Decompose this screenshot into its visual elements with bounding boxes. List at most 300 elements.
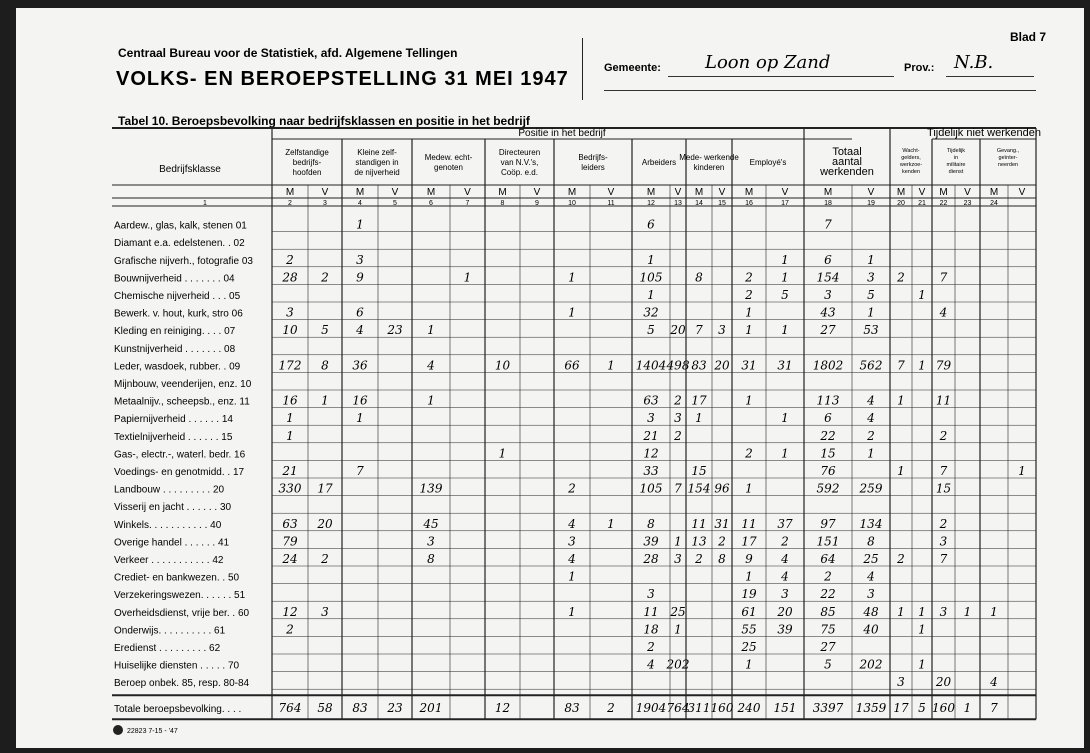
cell-value: 2 bbox=[286, 622, 294, 637]
cell-value: 21 bbox=[643, 428, 659, 443]
mv-label: M bbox=[939, 187, 948, 198]
totals-value: 201 bbox=[419, 701, 443, 716]
totals-value: 1904 bbox=[635, 701, 667, 716]
bedrijfsklasse-header: Bedrijfsklasse bbox=[159, 164, 221, 175]
cell-value: 4 bbox=[867, 393, 875, 408]
mv-label: V bbox=[391, 187, 399, 198]
column-group-header: werkenden bbox=[820, 166, 874, 178]
column-group-header: de nijverheid bbox=[354, 168, 400, 177]
cell-value: 1 bbox=[990, 604, 998, 619]
cell-value: 5 bbox=[867, 288, 875, 302]
column-number: 13 bbox=[674, 200, 682, 207]
cell-value: 5 bbox=[321, 323, 329, 338]
cell-value: 20 bbox=[670, 323, 686, 338]
column-number: 1 bbox=[203, 200, 207, 207]
totals-label: Totale beroepsbevolking. . . . bbox=[114, 704, 242, 716]
cell-value: 22 bbox=[820, 587, 836, 602]
cell-value: 33 bbox=[643, 464, 659, 478]
cell-value: 2 bbox=[897, 552, 905, 566]
cell-value: 4 bbox=[568, 516, 576, 531]
column-group-header: Zelfstandige bbox=[285, 148, 329, 157]
column-group-header: van N.V.'s, bbox=[500, 158, 539, 167]
cell-value: 7 bbox=[939, 552, 948, 566]
cell-value: 19 bbox=[741, 587, 757, 602]
cell-value: 83 bbox=[691, 358, 707, 373]
mv-label: M bbox=[567, 187, 577, 198]
tijdelijk-sub-header: Gevang., bbox=[996, 148, 1020, 154]
mv-label: V bbox=[607, 187, 615, 198]
row-label: Voedings- en genotmidd. . 17 bbox=[114, 467, 245, 478]
column-group-header: standigen in bbox=[355, 158, 399, 167]
cell-value: 592 bbox=[816, 481, 840, 496]
cell-value: 66 bbox=[564, 358, 580, 373]
cell-value: 8 bbox=[867, 534, 875, 549]
cell-value: 55 bbox=[741, 622, 757, 637]
cell-value: 154 bbox=[816, 270, 840, 285]
cell-value: 63 bbox=[643, 393, 659, 408]
cell-value: 9 bbox=[745, 552, 753, 566]
tijdelijk-sub-header: dienst bbox=[948, 169, 964, 175]
cell-value: 63 bbox=[282, 516, 298, 531]
column-group-header: Directeuren bbox=[498, 148, 541, 157]
tijdelijk-sub-header: Wacht- bbox=[902, 148, 920, 154]
column-number: 10 bbox=[568, 200, 576, 207]
cell-value: 1 bbox=[745, 481, 753, 496]
cell-value: 3 bbox=[939, 604, 948, 619]
row-label: Crediet- en bankwezen. . 50 bbox=[114, 572, 240, 584]
column-group-header: Coöp. e.d. bbox=[501, 168, 538, 177]
cell-value: 24 bbox=[282, 552, 298, 566]
cell-value: 1 bbox=[918, 622, 926, 637]
column-number: 11 bbox=[607, 200, 615, 207]
totals-value: 83 bbox=[564, 701, 580, 716]
mv-label: M bbox=[285, 187, 295, 198]
mv-label: M bbox=[646, 187, 656, 198]
cell-value: 27 bbox=[820, 640, 836, 654]
cell-value: 3 bbox=[939, 534, 948, 549]
row-label: Chemische nijverheid . . . 05 bbox=[114, 291, 241, 302]
cell-value: 562 bbox=[859, 358, 883, 373]
tijdelijk-sub-header: militaire bbox=[946, 162, 966, 168]
mv-label: M bbox=[426, 187, 436, 198]
cell-value: 1 bbox=[321, 393, 329, 408]
cell-value: 3 bbox=[867, 587, 875, 602]
cell-value: 3 bbox=[897, 675, 905, 690]
mv-label: V bbox=[464, 187, 471, 198]
row-label: Bouwnijverheid . . . . . . . 04 bbox=[114, 273, 235, 285]
totals-value: 1 bbox=[963, 701, 972, 716]
cell-value: 3 bbox=[718, 323, 726, 338]
cell-value: 3 bbox=[568, 534, 576, 549]
column-number: 20 bbox=[897, 200, 905, 207]
totals-value: 764 bbox=[278, 701, 302, 716]
cell-value: 5 bbox=[647, 323, 655, 338]
cell-value: 2 bbox=[674, 393, 682, 408]
column-number: 21 bbox=[918, 200, 926, 207]
cell-value: 7 bbox=[897, 358, 905, 373]
mv-label: V bbox=[321, 187, 329, 198]
cell-value: 11 bbox=[741, 516, 757, 531]
column-number: 17 bbox=[781, 200, 789, 207]
cell-value: 10 bbox=[494, 358, 511, 373]
cell-value: 6 bbox=[824, 411, 832, 426]
cell-value: 1 bbox=[781, 411, 789, 426]
row-label: Overige handel . . . . . . 41 bbox=[114, 537, 230, 549]
column-number: 23 bbox=[963, 200, 972, 207]
cell-value: 20 bbox=[317, 516, 333, 531]
mv-label: V bbox=[964, 187, 971, 198]
column-group-header: Totaal bbox=[832, 146, 862, 158]
cell-value: 1 bbox=[463, 270, 472, 285]
cell-value: 8 bbox=[427, 552, 435, 566]
mv-label: M bbox=[896, 187, 906, 198]
cell-value: 64 bbox=[820, 552, 836, 566]
cell-value: 1 bbox=[356, 217, 364, 232]
cell-value: 8 bbox=[321, 358, 329, 373]
cell-value: 15 bbox=[935, 481, 952, 496]
cell-value: 96 bbox=[714, 481, 730, 496]
cell-value: 79 bbox=[935, 358, 952, 373]
totals-value: 160 bbox=[710, 701, 734, 716]
cell-value: 1 bbox=[674, 622, 682, 637]
column-number: 2 bbox=[288, 200, 292, 207]
cell-value: 1 bbox=[918, 604, 926, 619]
row-label: Leder, wasdoek, rubber. . 09 bbox=[114, 361, 241, 373]
column-number: 22 bbox=[939, 200, 948, 207]
column-number: 9 bbox=[535, 200, 539, 207]
column-number: 24 bbox=[990, 200, 998, 207]
cell-value: 3 bbox=[647, 411, 655, 426]
cell-value: 1 bbox=[781, 252, 789, 267]
cell-value: 1 bbox=[286, 428, 294, 443]
column-group-header: Mede- werkende bbox=[679, 153, 739, 162]
mv-label: M bbox=[694, 187, 704, 198]
column-number: 19 bbox=[867, 200, 875, 207]
cell-value: 2 bbox=[781, 534, 789, 549]
cell-value: 2 bbox=[321, 552, 329, 566]
province-label: Prov.: bbox=[904, 62, 935, 74]
row-label: Landbouw . . . . . . . . . 20 bbox=[114, 484, 225, 496]
tijdelijk-sub-header: neerden bbox=[997, 162, 1019, 168]
cell-value: 1 bbox=[607, 516, 615, 531]
row-label: Mijnbouw, veenderijen, enz. 10 bbox=[114, 379, 252, 390]
column-number: 15 bbox=[718, 200, 726, 207]
cell-value: 7 bbox=[824, 217, 832, 232]
totals-value: 23 bbox=[387, 701, 403, 716]
cell-value: 61 bbox=[741, 604, 757, 619]
cell-value: 7 bbox=[695, 323, 703, 338]
cell-value: 39 bbox=[643, 534, 659, 549]
cell-value: 1 bbox=[568, 604, 576, 619]
totals-value: 764 bbox=[666, 701, 690, 716]
cell-value: 151 bbox=[816, 534, 840, 549]
mv-label: M bbox=[498, 187, 507, 198]
tijdelijk-sub-header: in bbox=[953, 155, 959, 161]
cell-value: 4 bbox=[990, 675, 998, 690]
totals-value: 311 bbox=[687, 701, 711, 716]
cell-value: 37 bbox=[777, 516, 793, 531]
cell-value: 39 bbox=[777, 622, 793, 637]
mv-label: V bbox=[918, 187, 926, 198]
row-label: Papiernijverheid . . . . . . 14 bbox=[114, 414, 233, 426]
cell-value: 8 bbox=[647, 516, 655, 531]
cell-value: 2 bbox=[939, 428, 948, 443]
row-label: Aardew., glas, kalk, stenen 01 bbox=[114, 220, 247, 232]
cell-value: 15 bbox=[820, 446, 836, 461]
row-label: Grafische nijverh., fotografie 03 bbox=[114, 255, 253, 267]
column-number: 4 bbox=[358, 200, 362, 207]
cell-value: 154 bbox=[687, 481, 711, 496]
cell-value: 17 bbox=[691, 393, 707, 408]
cell-value: 1 bbox=[647, 288, 655, 302]
mv-label: V bbox=[867, 187, 875, 198]
tijdelijk-sub-header: geïnter- bbox=[998, 155, 1018, 161]
column-group-header: Bedrijfs- bbox=[578, 153, 608, 162]
row-label: Winkels. . . . . . . . . . . 40 bbox=[114, 519, 222, 531]
cell-value: 3 bbox=[427, 534, 435, 549]
cell-value: 1 bbox=[356, 411, 364, 426]
tijdelijk-sub-header: werkzoe- bbox=[899, 162, 923, 168]
cell-value: 4 bbox=[781, 569, 789, 584]
cell-value: 79 bbox=[282, 534, 298, 549]
cell-value: 32 bbox=[643, 305, 659, 320]
tijdelijk-sub-header: kenden bbox=[901, 169, 921, 175]
cell-value: 11 bbox=[691, 516, 707, 531]
cell-value: 2 bbox=[718, 534, 726, 549]
cell-value: 27 bbox=[820, 323, 836, 338]
column-number: 12 bbox=[647, 200, 655, 207]
print-code: 22823 7-15 - '47 bbox=[127, 728, 178, 735]
row-label: Verzekeringswezen. . . . . . 51 bbox=[114, 590, 246, 602]
row-label: Visserij en jacht . . . . . . 30 bbox=[114, 502, 232, 514]
mv-label: M bbox=[355, 187, 365, 198]
cell-value: 45 bbox=[423, 516, 439, 531]
cell-value: 6 bbox=[356, 305, 364, 320]
cell-value: 4 bbox=[867, 411, 875, 426]
column-number: 14 bbox=[695, 200, 703, 207]
totals-value: 2 bbox=[607, 701, 615, 716]
cell-value: 97 bbox=[820, 516, 836, 531]
cell-value: 1 bbox=[745, 657, 753, 672]
page-title: VOLKS- EN BEROEPSTELLING 31 MEI 1947 bbox=[116, 68, 569, 90]
cell-value: 4 bbox=[427, 358, 435, 373]
cell-value: 134 bbox=[859, 516, 883, 531]
province-value: N.B. bbox=[954, 52, 994, 73]
mv-label: V bbox=[1018, 187, 1026, 198]
cell-value: 20 bbox=[714, 358, 730, 373]
cell-value: 1802 bbox=[812, 358, 844, 373]
cell-value: 2 bbox=[568, 481, 576, 496]
cell-value: 31 bbox=[741, 358, 757, 373]
cell-value: 1 bbox=[867, 252, 875, 267]
cell-value: 1 bbox=[897, 604, 905, 619]
positie-header: Positie in het bedrijf bbox=[518, 128, 606, 139]
cell-value: 1 bbox=[963, 604, 972, 619]
mv-label: V bbox=[781, 187, 789, 198]
cell-value: 40 bbox=[863, 622, 879, 637]
cell-value: 3 bbox=[674, 411, 682, 426]
cell-value: 1 bbox=[647, 252, 655, 267]
column-group-header: hoofden bbox=[292, 168, 322, 177]
cell-value: 105 bbox=[639, 270, 663, 285]
cell-value: 1 bbox=[897, 393, 905, 408]
mv-label: V bbox=[718, 187, 726, 198]
cell-value: 20 bbox=[777, 604, 793, 619]
cell-value: 2 bbox=[897, 270, 905, 285]
cell-value: 17 bbox=[317, 481, 333, 496]
tijdelijk-sub-header: gelders, bbox=[901, 155, 921, 161]
cell-value: 1 bbox=[568, 270, 576, 285]
cell-value: 202 bbox=[666, 657, 690, 672]
row-label: Beroep onbek. 85, resp. 80-84 bbox=[114, 678, 250, 690]
totals-value: 151 bbox=[773, 701, 797, 716]
cell-value: 1 bbox=[781, 270, 789, 285]
cell-value: 17 bbox=[741, 534, 757, 549]
cell-value: 8 bbox=[695, 270, 703, 285]
gemeente-value: Loon op Zand bbox=[705, 52, 831, 73]
column-number: 18 bbox=[824, 200, 832, 207]
row-label: Verkeer . . . . . . . . . . . 42 bbox=[114, 555, 224, 566]
cell-value: 16 bbox=[352, 393, 368, 408]
cell-value: 3 bbox=[647, 587, 655, 602]
cell-value: 1 bbox=[745, 323, 753, 338]
cell-value: 4 bbox=[867, 569, 875, 584]
cell-value: 31 bbox=[714, 516, 730, 531]
cell-value: 1 bbox=[498, 446, 507, 461]
cell-value: 5 bbox=[824, 657, 832, 672]
cell-value: 25 bbox=[670, 604, 686, 619]
cell-value: 3 bbox=[824, 288, 832, 302]
cell-value: 1 bbox=[427, 323, 435, 338]
cell-value: 11 bbox=[643, 604, 659, 619]
cell-value: 20 bbox=[935, 675, 952, 690]
column-number: 8 bbox=[500, 200, 505, 207]
cell-value: 18 bbox=[643, 622, 659, 637]
row-label: Eredienst . . . . . . . . . 62 bbox=[114, 643, 221, 654]
cell-value: 1 bbox=[745, 569, 753, 584]
cell-value: 15 bbox=[691, 464, 707, 478]
mv-label: M bbox=[823, 187, 833, 198]
mv-label: V bbox=[533, 187, 541, 198]
cell-value: 23 bbox=[387, 323, 403, 338]
cell-value: 1 bbox=[674, 534, 682, 549]
cell-value: 7 bbox=[356, 464, 364, 478]
column-group-header: leiders bbox=[581, 163, 605, 172]
tijdelijk-sub-header: Tijdelijk bbox=[946, 148, 966, 154]
column-group-header: bedrijfs- bbox=[292, 158, 322, 167]
cell-value: 1 bbox=[918, 358, 926, 373]
cell-value: 7 bbox=[939, 464, 948, 478]
cell-value: 36 bbox=[352, 358, 368, 373]
cell-value: 8 bbox=[718, 552, 726, 566]
totals-value: 240 bbox=[737, 701, 761, 716]
cell-value: 113 bbox=[816, 393, 840, 408]
cell-value: 7 bbox=[674, 481, 682, 496]
row-label: Bewerk. v. hout, kurk, stro 06 bbox=[114, 308, 243, 320]
totals-value: 12 bbox=[494, 701, 511, 716]
cell-value: 43 bbox=[820, 305, 836, 320]
totals-value: 160 bbox=[932, 701, 955, 716]
cell-value: 330 bbox=[278, 481, 302, 496]
cell-value: 2 bbox=[939, 516, 948, 531]
column-number: 7 bbox=[465, 200, 470, 207]
column-group-header: Employé's bbox=[749, 158, 787, 167]
cell-value: 4 bbox=[356, 323, 364, 338]
cell-value: 6 bbox=[824, 252, 832, 267]
column-group-header: Arbeiders bbox=[641, 158, 677, 167]
sheet-number: Blad 7 bbox=[1009, 30, 1046, 44]
cell-value: 1 bbox=[695, 411, 703, 426]
row-label: Huiselijke diensten . . . . . 70 bbox=[114, 660, 240, 672]
column-group-header: Medew. echt- bbox=[424, 153, 473, 162]
table-title: Tabel 10. Beroepsbevolking naar bedrijfsklassen en positie in het bedrijf bbox=[118, 114, 530, 128]
totals-value: 83 bbox=[352, 701, 368, 716]
cell-value: 1 bbox=[745, 393, 753, 408]
cell-value: 53 bbox=[863, 323, 879, 338]
cell-value: 1404 bbox=[635, 358, 667, 373]
cell-value: 2 bbox=[824, 569, 832, 584]
cell-value: 2 bbox=[867, 428, 875, 443]
cell-value: 2 bbox=[647, 640, 655, 654]
gemeente-label: Gemeente: bbox=[604, 62, 661, 74]
cell-value: 1 bbox=[918, 288, 926, 302]
cell-value: 4 bbox=[939, 305, 948, 320]
cell-value: 1 bbox=[286, 411, 294, 426]
cell-value: 259 bbox=[859, 481, 883, 496]
cell-value: 2 bbox=[695, 552, 703, 566]
cell-value: 75 bbox=[820, 622, 836, 637]
cell-value: 2 bbox=[286, 252, 294, 267]
cell-value: 2 bbox=[321, 270, 329, 285]
column-group-header: aantal bbox=[832, 156, 862, 168]
cell-value: 31 bbox=[777, 358, 793, 373]
cell-value: 12 bbox=[282, 604, 298, 619]
tijdelijk-header: Tijdelijk niet werkenden bbox=[927, 127, 1041, 139]
row-label: Diamant e.a. edelstenen. . 02 bbox=[114, 238, 245, 250]
cell-value: 76 bbox=[820, 464, 836, 478]
totals-value: 7 bbox=[990, 701, 998, 716]
cell-value: 2 bbox=[745, 446, 753, 461]
cell-value: 1 bbox=[1018, 464, 1026, 478]
cell-value: 1 bbox=[781, 446, 789, 461]
totals-value: 58 bbox=[317, 701, 333, 716]
cell-value: 1 bbox=[427, 393, 435, 408]
mv-label: M bbox=[744, 187, 754, 198]
column-number: 5 bbox=[393, 200, 397, 207]
bureau-name: Centraal Bureau voor de Statistiek, afd. Algemene Tellingen bbox=[118, 46, 458, 60]
column-number: 6 bbox=[429, 200, 433, 207]
cell-value: 3 bbox=[286, 305, 294, 320]
row-label: Overheidsdienst, vrije ber. . 60 bbox=[114, 607, 250, 619]
cell-value: 25 bbox=[863, 552, 879, 566]
cell-value: 3 bbox=[674, 552, 682, 566]
cell-value: 16 bbox=[282, 393, 298, 408]
cell-value: 9 bbox=[356, 270, 364, 285]
cell-value: 11 bbox=[935, 393, 952, 408]
cell-value: 498 bbox=[666, 358, 690, 373]
row-label: Kleding en reiniging. . . . 07 bbox=[114, 326, 236, 338]
cell-value: 85 bbox=[820, 604, 836, 619]
cell-value: 3 bbox=[356, 252, 364, 267]
cell-value: 1 bbox=[867, 446, 875, 461]
totals-value: 17 bbox=[893, 701, 909, 716]
cell-value: 3 bbox=[867, 270, 875, 285]
totals-value: 1359 bbox=[855, 701, 887, 716]
cell-value: 3 bbox=[781, 587, 789, 602]
cell-value: 25 bbox=[741, 640, 757, 654]
cell-value: 139 bbox=[419, 481, 443, 496]
cell-value: 1 bbox=[745, 305, 753, 320]
